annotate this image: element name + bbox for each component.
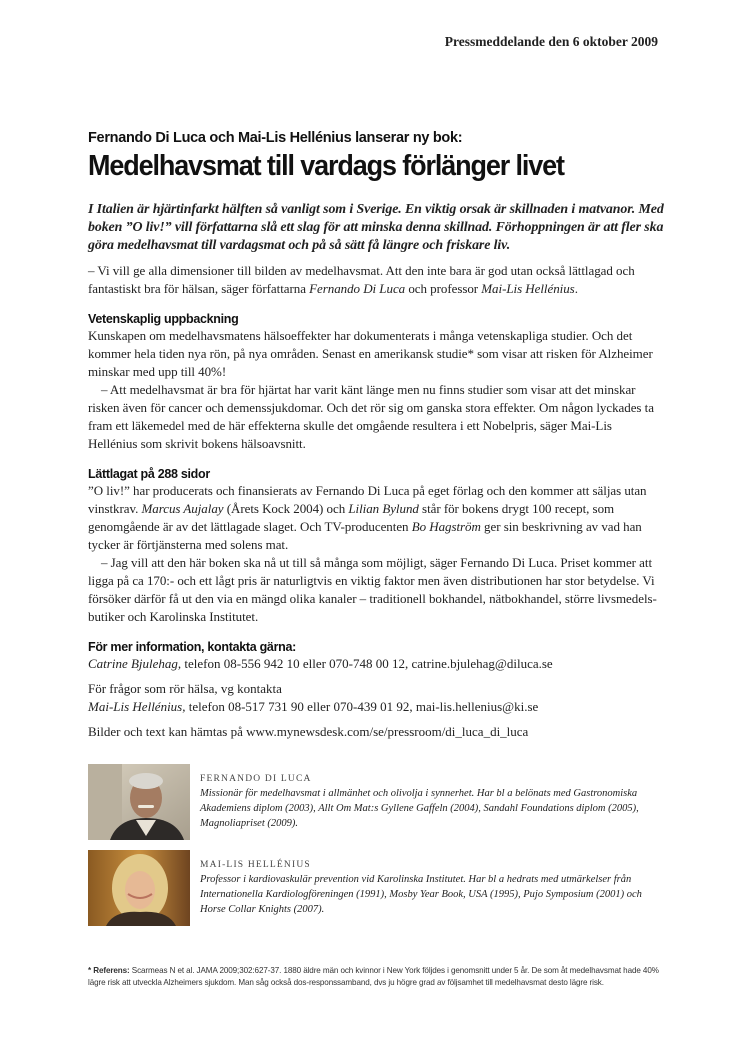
intro-author-1: Fernando Di Luca [309,281,406,296]
bio-name: MAI-LIS HELLÉNIUS [200,860,311,870]
bio-description: Missionär för medelhavsmat i allmänhet och olivolja i synnerhet. Har bl a belönats med Gastronomiska Akademiens diplom (2003), Allt Om Mat:s Gyllene Gaffeln (2004), Sandahl Foundations diplom (2005), Magnoliapriset (2009). [200,788,639,829]
science-paragraph-1: Kunskapen om medelhavsmatens hälsoeffekter har dokumenterats i många vetenskapliga studier. Och det kommer hela tiden nya rön, på nya områden. Senast en amerikansk studie* som visar att risken för Alzheimer minskar med upp till 40%! [88,328,653,379]
intro-end: . [574,281,578,296]
section-heading-science: Vetenskaplig uppbackning [88,312,239,326]
download-link[interactable]: Bilder och text kan hämtas på www.mynewsdesk.com/se/pressroom/di_luca_di_luca [88,724,529,739]
cooking-text-d: ger sin beskrivning av vad han tycker är förtjänsterna med solens mat. [88,519,642,552]
mai-lis-photo [88,850,190,926]
contact-line-2 [88,698,664,716]
cooking-text-b: (Årets Kock 2004) och [223,501,349,516]
author-bios [88,764,664,936]
cooking-name-2: Lilian Bylund [348,501,419,516]
section-heading-contact: För mer information, kontakta gärna: [88,640,296,654]
cooking-text-c: står för bokens drygt 100 recept, som genomgående är av det lättlagade slaget. Och TV-producenten [88,501,615,534]
cooking-text-a: ”O liv!” har producerats och finansierats av Fernando Di Luca på eget förlag och den kommer att säljas utan vinstkrav. [88,483,647,516]
bio-fernando [88,764,664,846]
fernando-photo [88,764,190,840]
intro-author-2: Mai-Lis Hellénius [481,281,575,296]
contact-person-2-details[interactable]: telefon 08-517 731 90 eller 070-439 01 92, mai-lis.hellenius@ki.se [185,699,539,714]
cooking-name-3: Bo Hagström [411,519,481,534]
bio-mai-lis [88,850,664,932]
ingress: I Italien är hjärtinfarkt hälften så vanligt som i Sverige. En viktig orsak är skillnaden i matvanor. Med boken ”O liv!” vill författarna slå ett slag för att minska denna skillnad. Förhoppningen är att fler ska göra medelhavsmat till vardagsmat och på så sätt få längre och friskare liv. [88,202,664,253]
contact-person-1: Catrine Bjulehag, [88,656,182,671]
mai-lis-portrait-image [88,850,190,926]
footnote [88,965,668,989]
footnote-text: Scarmeas N et al. JAMA 2009;302:627-37. 1880 äldre män och kvinnor i New York följdes i genomsnitt under 5 år. De som åt medelhavsmat hade 40% lägre risk att utveckla Alzheimers sjukdom. Man såg också dos-responssamband, dvs ju högre grad av följsamhet till medelhavsmat desto lägre risk. [88,966,659,987]
dateline: Pressmeddelande den 6 oktober 2009 [444,34,658,49]
fernando-bio-text [200,774,670,831]
cooking-paragraph-2: – Jag vill att den här boken ska nå ut till så många som möjligt, säger Fernando Di Luca. Priset kommer att ligga på ca 170:- och ett lågt pris är naturligtvis en viktig faktor men även distributionen har stor betydelse. Vi försöker därför få ut den via en mängd olika kanaler – traditionell bokhandel, nätbokhandel, större livsmedels-butiker och Karolinska Institutet. [88,555,657,624]
cooking-paragraph-1 [88,482,664,554]
bio-description: Professor i kardiovaskulär prevention vid Karolinska Institutet. Har bl a hedrats med utmärkelser från Internationella Kardiologföreningen (1991), Mosby Year Book, USA (1995), Pujo Symposium (2001) och Horse Collar Knights (2007). [200,874,642,915]
science-paragraph-2: – Att medelhavsmat är bra för hjärtat har varit känt länge men nu finns studier som visar att det minskar risken även för cancer och demenssjukdomar. Och det rör sig om ganska stora effekter. Om någon lyckades ta fram ett läkemedel med de här effekterna skulle det omgående resultera i ett Nobelpris, säger Mai-Lis Hellénius som skrivit bokens hälsoavsnitt. [88,382,654,451]
intro-text: – Vi vill ge alla dimensioner till bilden av medelhavsmat. Att den inte bara är god utan också lättlagad och fantastiskt bra för hälsan, säger författarna [88,263,635,296]
health-contact-intro: För frågor som rör hälsa, vg kontakta [88,681,282,696]
contact-person-1-details[interactable]: telefon 08-556 942 10 eller 070-748 00 12, catrine.bjulehag@diluca.se [181,656,553,671]
intro-paragraph [88,262,664,298]
article-body [88,130,664,741]
bio-name: FERNANDO DI LUCA [200,774,312,784]
mai-lis-bio-text [200,860,670,917]
fernando-portrait-image [88,764,190,840]
contact-line-1 [88,655,664,673]
footnote-label: * Referens: [88,966,130,975]
contact-person-2: Mai-Lis Hellénius, [88,699,186,714]
section-heading-easy-cooking: Lättlagat på 288 sidor [88,467,210,481]
intro-mid: och professor [405,281,482,296]
kicker: Fernando Di Luca och Mai-Lis Hellénius lanserar ny bok: [88,130,463,146]
headline: Medelhavsmat till vardags förlänger livet [88,150,564,182]
cooking-name-1: Marcus Aujalay [141,501,224,516]
